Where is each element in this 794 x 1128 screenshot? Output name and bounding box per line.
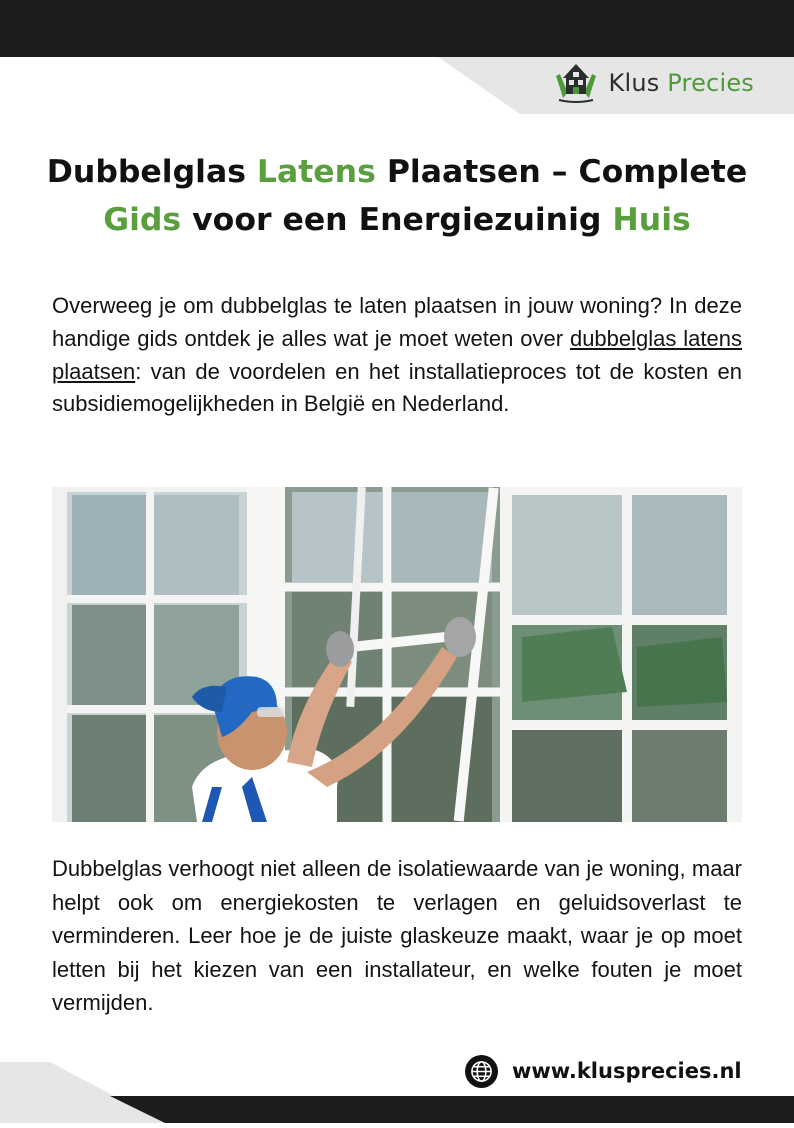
intro-text-before: Overweeg je om dubbelglas te laten plaatsen in jouw woning? In deze handige gids ontdek je alles wat je moet weten over — [52, 293, 742, 351]
brand-name-part2: Precies — [667, 69, 754, 97]
body-paragraph: Dubbelglas verhoogt niet alleen de isolatiewaarde van je woning, maar helpt ook om energiekosten te verlagen en geluidsoverlast te verminderen. Leer hoe je de juiste glaskeuze maakt, waar je op moet letten bij het kiezen van een installateur, en welke fouten je moet vermijden. — [52, 856, 742, 1015]
header-dark-bar — [0, 0, 794, 57]
house-hands-logo-icon — [551, 58, 601, 109]
intro-link[interactable]: dubbelglas latens plaatsen — [52, 325, 742, 384]
brand-logo[interactable] — [551, 60, 754, 106]
globe-icon — [465, 1055, 498, 1088]
intro-paragraph — [52, 290, 742, 421]
intro-text-after: : van de voordelen en het installatieproces tot de kosten en subsidiemogelijkheden in België en Nederland. — [52, 358, 742, 417]
title-highlight: Huis — [612, 202, 691, 238]
title-text: voor een Energiezuinig — [181, 202, 613, 238]
website-url[interactable]: www.klusprecies.nl — [512, 1059, 742, 1083]
footer-website[interactable] — [465, 1054, 742, 1088]
title-text: Plaatsen – Complete — [375, 154, 748, 190]
worker-installing-window-photo — [52, 487, 742, 822]
title-highlight: Gids — [103, 202, 182, 238]
brand-name-part1: Klus — [608, 69, 660, 97]
page-title — [40, 148, 754, 244]
brand-name — [609, 69, 754, 97]
title-text: Dubbelglas — [46, 154, 257, 190]
title-highlight: Latens — [256, 154, 376, 190]
